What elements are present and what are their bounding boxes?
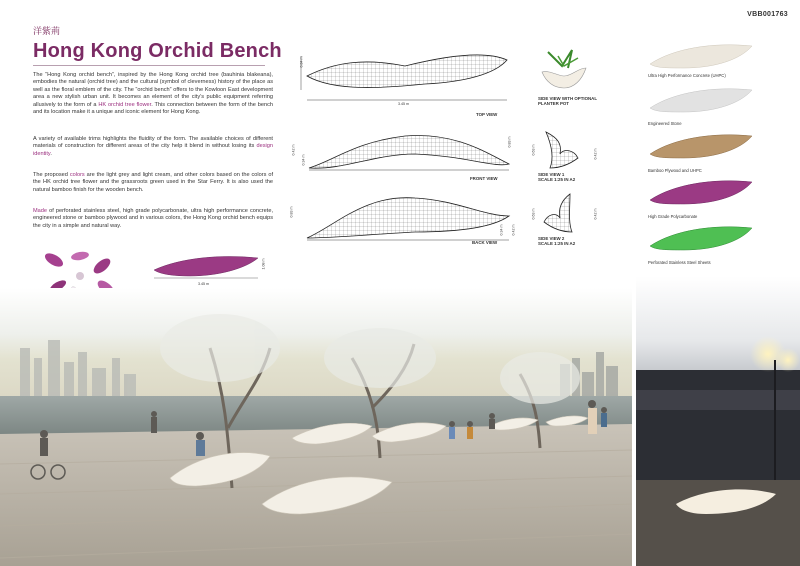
project-code: VBB001763: [747, 11, 788, 18]
label-back-view: BACK VIEW: [472, 240, 498, 245]
material-label-4: High Grade Polycarbonate: [648, 214, 698, 219]
dim-side2-h: 0.63 m: [531, 208, 536, 220]
dim-back-h2: 0.34 m: [499, 224, 504, 236]
dim-double-height: 1.08 m: [261, 258, 266, 270]
dim-top-height: 0.84 m: [299, 56, 304, 68]
intro-p1-end: . This connection between the form of the bench and its location make it a unique and iconic element for Hong Kong.: [33, 101, 273, 116]
dim-side1-h2: 0.42 m: [593, 148, 598, 160]
dim-double-width: 3.45 m: [198, 282, 209, 286]
dim-back-h1: 0.83 m: [289, 206, 294, 218]
intro-paragraph-2: [33, 136, 273, 158]
intro-p3-b: are the light grey and light cream, and other colors based on the colors of the HK orchid tree flower and the grassroots green used in the Star Ferry. It is also used the natural bamboo finish for the wooden bench.: [33, 172, 273, 193]
side-view-2-scale: SCALE 1:25 IN A2: [538, 241, 576, 247]
promenade-render: [0, 288, 632, 566]
material-label-5: Perforated Stainless Steel Sheets: [648, 260, 711, 265]
title-divider: [33, 65, 265, 66]
dim-front-h1: 0.42 m: [291, 144, 296, 156]
side-view-1-drawing: [540, 128, 584, 170]
intro-p1-highlight: HK orchid tree flower: [98, 101, 152, 108]
intro-paragraph-4: [33, 208, 273, 230]
planter-pot-drawing: [538, 46, 588, 92]
intro-p4-highlight: Made: [33, 208, 47, 214]
swatch-engineered-stone: [650, 89, 752, 112]
dim-back-h3: 0.42 m: [511, 224, 516, 236]
intro-p3-a: The proposed: [33, 172, 68, 178]
night-render: [636, 330, 800, 566]
intro-p2-highlight: design identity: [33, 143, 273, 157]
double-sided-top-view: [150, 250, 262, 280]
side-view-2-drawing: [540, 190, 584, 234]
intro-p3-highlight: colors: [69, 172, 85, 178]
intro-p4-b: of perforated stainless steel, high grade polycarbonate, ultra high performance concrete, engineered stone or bamboo plywood and in various colors, the Hong Kong orchid bench equips the city in a simple and natural way.: [33, 208, 273, 229]
intro-p2-text: A variety of available trims highlights the fluidity of the form. The available choices of different materials of construction for different areas of the city help it blend in without losing its: [33, 136, 273, 150]
swatch-stainless-steel: [650, 227, 752, 250]
material-label-1: Ultra High Performance Concrete (UHPC): [648, 73, 726, 78]
dim-front-h2: 0.34 m: [301, 154, 306, 166]
label-side-view-2: [538, 236, 575, 247]
swatch-uhpc: [650, 45, 752, 68]
intro-paragraph-1: [33, 72, 273, 116]
back-view-drawing: [295, 186, 520, 246]
side-view-1-scale: SCALE 1:25 IN A2: [538, 177, 576, 183]
page-title: Hong Kong Orchid Bench: [33, 40, 282, 62]
dim-front-h3: 0.83 m: [507, 136, 512, 148]
swatch-bamboo: [650, 135, 752, 158]
dim-side2-h2: 0.42 m: [593, 208, 598, 220]
side-view-2-title: SIDE VIEW 2: [538, 236, 565, 241]
material-label-2: Engineered Stone: [648, 121, 682, 126]
label-front-view: FRONT VIEW: [470, 176, 498, 181]
material-label-3: Bamboo Plywood and UHPC: [648, 168, 702, 173]
front-view-drawing: [295, 126, 520, 176]
dim-side1-h: 0.63 m: [531, 144, 536, 156]
top-view-drawing: [295, 48, 515, 110]
side-view-1-title: SIDE VIEW 1: [538, 172, 565, 177]
dim-top-width: 3.45 m: [398, 102, 409, 106]
label-side-view-1: [538, 172, 575, 183]
intro-p2-end: .: [50, 150, 52, 157]
label-side-view-pot: SIDE VIEW WITH OPTIONAL PLANTER POT: [538, 96, 597, 107]
label-top-view: TOP VIEW: [476, 112, 498, 117]
chinese-title: 洋紫荊: [33, 27, 61, 37]
intro-paragraph-3: [33, 172, 273, 194]
intro-p1-text: The “Hong Kong orchid bench”, inspired by the Hong Kong orchid tree (bauhinia blakeana), embodies the natural (orchid tree) and the cultural (symbol of cleverness) history of the place as well as the floral emblem of the city. The “orchid bench” offers to the Kowloon East development area a new stylish urban unit. It becomes an element of the city’s public equipment referring allusively to the form of a: [33, 72, 273, 108]
swatch-polycarbonate: [650, 181, 752, 204]
